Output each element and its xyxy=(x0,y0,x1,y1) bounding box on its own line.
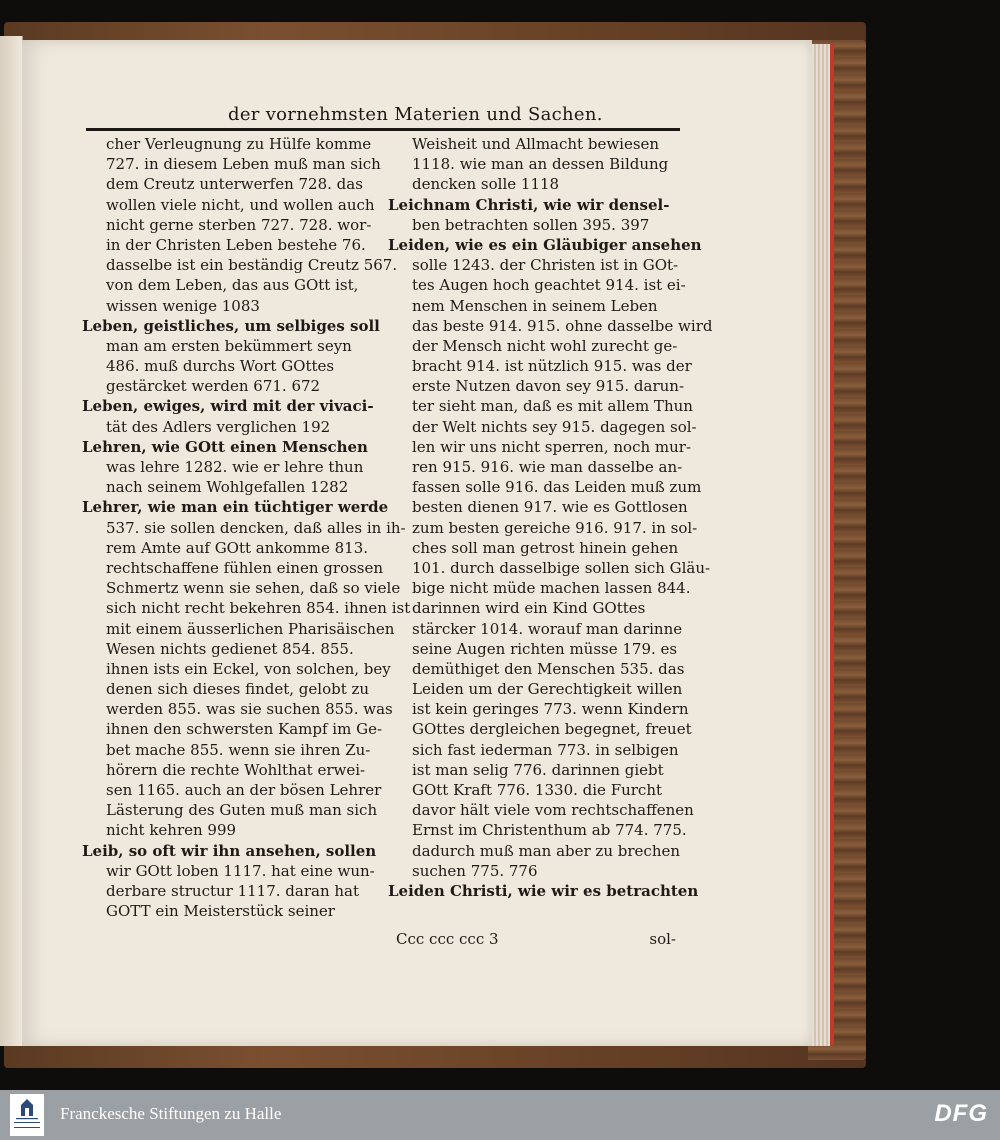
index-line: demüthiget den Menschen 535. das xyxy=(412,659,685,678)
index-line: 486. muß durchs Wort GOttes xyxy=(106,357,335,376)
index-line: nem Menschen in seinem Leben xyxy=(412,296,658,315)
index-line: derbare structur 1117. daran hat xyxy=(106,881,360,900)
index-line: nach seinem Wohlgefallen 1282 xyxy=(106,478,349,497)
index-line: besten dienen 917. wie es Gottlosen xyxy=(412,498,688,517)
index-line: GOTT ein Meisterstück seiner xyxy=(106,902,335,921)
index-line: 1118. wie man an dessen Bildung xyxy=(412,155,669,174)
index-line: Lehren, wie GOtt einen Menschen xyxy=(82,437,368,456)
index-line: GOtt Kraft 776. 1330. die Furcht xyxy=(412,781,663,799)
index-line: Leben, geistliches, um selbiges soll xyxy=(82,316,380,335)
index-line: Leiden Christi, wie wir es betrachten xyxy=(388,881,699,900)
index-line: ter sieht man, daß es mit allem Thun xyxy=(412,397,693,416)
index-line: ihnen den schwersten Kampf im Ge- xyxy=(106,720,383,739)
catchword: sol- xyxy=(649,930,676,948)
index-line: gestärcket werden 671. 672 xyxy=(106,377,321,396)
index-line: sich nicht recht bekehren 854. ihnen ist xyxy=(106,599,411,618)
index-line: nicht gerne sterben 727. 728. wor- xyxy=(106,215,372,234)
index-line: bige nicht müde machen lassen 844. xyxy=(412,579,691,598)
index-line: ist kein geringes 773. wenn Kindern xyxy=(412,700,689,719)
index-line: Leiden, wie es ein Gläubiger ansehen xyxy=(388,235,702,254)
index-line: ches soll man getrost hinein gehen xyxy=(412,538,679,557)
head-rule xyxy=(86,128,680,131)
index-line: Wesen nichts gedienet 854. 855. xyxy=(106,639,354,658)
index-line: cher Verleugnung zu Hülfe komme xyxy=(106,135,372,153)
index-line: Schmertz wenn sie sehen, daß so viele xyxy=(106,579,401,598)
index-line: darinnen wird ein Kind GOttes xyxy=(412,599,646,618)
footer-bar xyxy=(0,1090,1000,1140)
page-foot xyxy=(396,930,676,952)
index-line: werden 855. was sie suchen 855. was xyxy=(106,700,393,719)
index-line: was lehre 1282. wie er lehre thun xyxy=(106,458,364,476)
index-line: ren 915. 916. wie man dasselbe an- xyxy=(412,458,683,476)
index-line: sich fast iederman 773. in selbigen xyxy=(412,740,679,759)
page-edges xyxy=(812,44,834,1046)
index-line: solle 1243. der Christen ist in GOt- xyxy=(412,256,679,275)
index-line: 727. in diesem Leben muß man sich xyxy=(106,155,381,174)
index-line: tät des Adlers verglichen 192 xyxy=(106,417,331,436)
index-line: Leben, ewiges, wird mit der vivaci- xyxy=(82,397,374,416)
index-line: in der Christen Leben bestehe 76. xyxy=(106,235,366,254)
institution-name[interactable]: Franckesche Stiftungen zu Halle xyxy=(60,1104,282,1123)
index-line: dasselbe ist ein beständig Creutz 567. xyxy=(106,256,398,275)
index-line: der Welt nichts sey 915. dagegen sol- xyxy=(412,417,697,436)
left-column xyxy=(82,134,411,921)
index-line: ihnen ists ein Eckel, von solchen, bey xyxy=(106,659,391,678)
index-line: 537. sie sollen dencken, daß alles in ih- xyxy=(106,518,406,537)
index-line: len wir uns nicht sperren, noch mur- xyxy=(412,437,692,456)
index-line: ist man selig 776. darinnen giebt xyxy=(412,760,664,779)
index-line: GOttes dergleichen begegnet, freuet xyxy=(412,720,692,739)
dfg-logo[interactable]: DFG xyxy=(934,1100,988,1127)
index-line: Weisheit und Allmacht bewiesen xyxy=(412,135,660,153)
index-line: Leichnam Christi, wie wir densel- xyxy=(388,195,670,214)
index-line: erste Nutzen davon sey 915. darun- xyxy=(412,377,685,396)
facing-page-strip xyxy=(0,36,23,1046)
index-line: wissen wenige 1083 xyxy=(106,296,260,315)
index-line: dem Creutz unterwerfen 728. das xyxy=(106,175,363,194)
institution-logo[interactable] xyxy=(10,1094,44,1136)
index-line: seine Augen richten müsse 179. es xyxy=(412,639,678,658)
running-head: der vornehmsten Materien und Sachen. xyxy=(228,104,603,125)
index-line: Leib, so oft wir ihn ansehen, sollen xyxy=(82,841,377,860)
index-line: wir GOtt loben 1117. hat eine wun- xyxy=(106,861,375,880)
index-line: rem Amte auf GOtt ankomme 813. xyxy=(106,538,369,557)
index-line: wollen viele nicht, und wollen auch xyxy=(106,195,375,214)
index-line: zum besten gereiche 916. 917. in sol- xyxy=(412,518,698,537)
index-line: man am ersten bekümmert seyn xyxy=(106,336,352,355)
index-line: dencken solle 1118 xyxy=(412,175,560,194)
orphan-house-icon xyxy=(10,1094,44,1136)
index-line: hörern die rechte Wohlthat erwei- xyxy=(106,760,366,779)
index-line: dadurch muß man aber zu brechen xyxy=(412,841,681,860)
index-line: denen sich dieses findet, gelobt zu xyxy=(106,680,370,699)
index-line: suchen 775. 776 xyxy=(412,861,538,880)
index-line: mit einem äusserlichen Pharisäischen xyxy=(106,619,395,638)
signature-mark: Ccc ccc ccc 3 xyxy=(396,930,499,948)
index-line: davor hält viele vom rechtschaffenen xyxy=(412,801,694,820)
index-line: das beste 914. 915. ohne dasselbe wird xyxy=(412,316,713,335)
index-line: tes Augen hoch geachtet 914. ist ei- xyxy=(412,276,686,295)
index-line: rechtschaffene fühlen einen grossen xyxy=(106,558,384,577)
index-line: bracht 914. ist nützlich 915. was der xyxy=(412,357,692,376)
index-line: Lehrer, wie man ein tüchtiger werde xyxy=(82,498,389,517)
index-line: von dem Leben, das aus GOtt ist, xyxy=(106,276,359,295)
right-column xyxy=(388,134,713,901)
index-line: sen 1165. auch an der bösen Lehrer xyxy=(106,781,382,799)
index-line: nicht kehren 999 xyxy=(106,821,237,840)
index-line: Lästerung des Guten muß man sich xyxy=(106,801,378,820)
index-line: Leiden um der Gerechtigkeit willen xyxy=(412,680,683,699)
index-line: der Mensch nicht wohl zurecht ge- xyxy=(412,336,678,355)
index-line: ben betrachten sollen 395. 397 xyxy=(412,215,650,234)
index-line: stärcker 1014. worauf man darinne xyxy=(412,619,683,638)
index-line: fassen solle 916. das Leiden muß zum xyxy=(412,478,702,497)
index-line: 101. durch dasselbige sollen sich Gläu- xyxy=(412,558,711,577)
index-line: bet mache 855. wenn sie ihren Zu- xyxy=(106,740,371,759)
index-line: Ernst im Christenthum ab 774. 775. xyxy=(412,821,687,840)
